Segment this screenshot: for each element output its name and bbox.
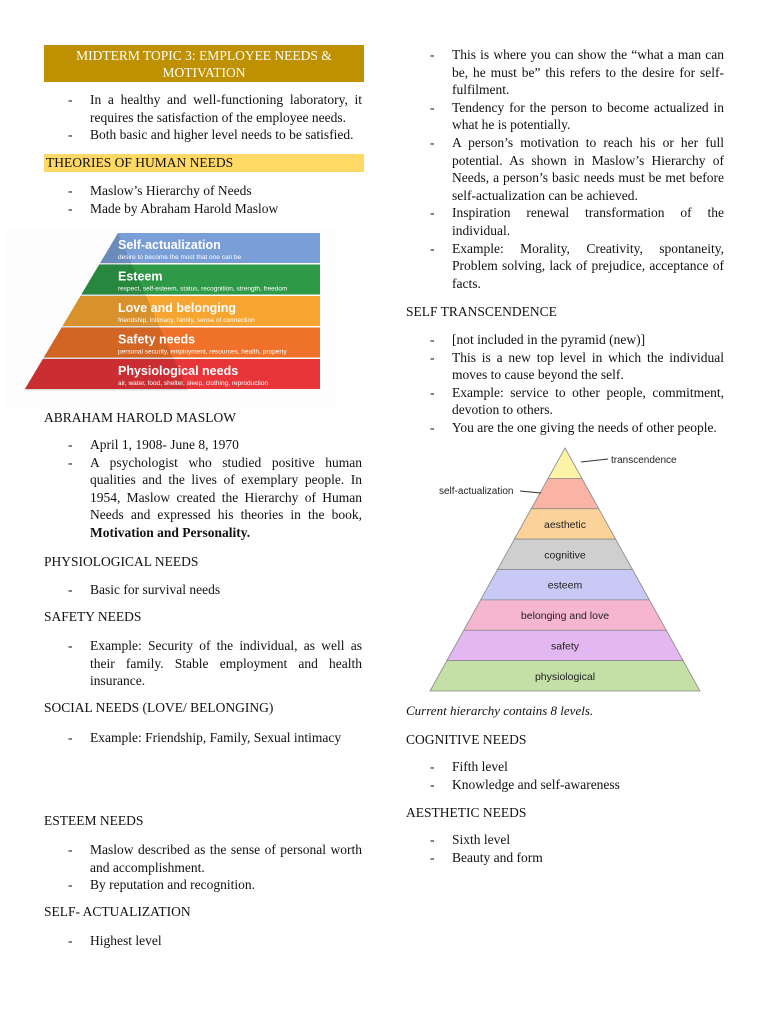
title-banner	[44, 45, 364, 82]
pyramid-level-label: belonging and love	[520, 610, 610, 623]
pyramid-level-title: Love and belonging	[118, 301, 237, 315]
aesthetic-list	[406, 831, 724, 866]
self-actualization-list	[44, 932, 362, 950]
maslow-pyramid-image	[6, 228, 336, 408]
list-item: - Sixth level	[406, 831, 724, 849]
section-heading-safety: SAFETY NEEDS	[44, 609, 142, 624]
pyramid-level-label: cognitive	[544, 549, 586, 562]
list-item: - This is a new top level in which the individual moves to cause beyond the self.	[406, 349, 724, 384]
pyramid-level-desc: desire to become the most that one can be	[118, 254, 242, 261]
intro-list	[44, 91, 362, 144]
pyramid-level-label: physiological	[534, 670, 596, 683]
pyramid-level-label: safety	[550, 640, 580, 653]
pyramid-level-title: Safety needs	[118, 332, 196, 347]
list-item: - Example: Morality, Creativity, spontaneity, Problem solving, lack of prejudice, acceptance of facts.	[406, 240, 724, 293]
pyramid-level-label: aesthetic	[543, 518, 587, 531]
list-item: - A person’s motivation to reach his or her full potential. As shown in Maslow’s Hierarchy of Needs, a person’s basic needs must be met before self-actualization can be achieved.	[406, 134, 724, 204]
pyramid-level-title: Self-actualization	[118, 238, 221, 252]
section-heading-cognitive: COGNITIVE NEEDS	[406, 732, 527, 747]
pyramid-level	[548, 448, 582, 478]
transcendence-list	[406, 331, 724, 437]
pyramid-level-desc: personal security, employment, resources, health, property	[118, 348, 287, 356]
list-item: - This is where you can show the “what a man can be, he must be” this refers to the desire for self-fulfilment.	[406, 46, 724, 99]
list-item: - Example: Security of the individual, as well as their family. Stable employment and health insurance.	[44, 637, 362, 690]
section-heading-transcendence: SELF TRANSCENDENCE	[406, 304, 557, 319]
list-item: - You are the one giving the needs of other people.	[406, 419, 724, 437]
pyramid-level-label: esteem	[547, 579, 583, 592]
pyramid-level-title: Physiological needs	[118, 364, 239, 378]
list-item: - April 1, 1908- June 8, 1970	[44, 436, 362, 454]
theories-list	[44, 182, 362, 217]
pyramid-level-title: Esteem	[118, 269, 163, 284]
callout-line-transcendence	[581, 459, 608, 462]
callout-line-self-actualization	[520, 491, 541, 493]
pyramid-level-desc: air, water, food, shelter, sleep, clothing, reproduction	[118, 380, 268, 387]
list-item: - In a healthy and well-functioning laboratory, it requires the satisfaction of the employee needs.	[44, 91, 362, 126]
maslow-list	[44, 436, 362, 542]
self-actualization-details-list	[406, 46, 724, 292]
section-heading-theories: THEORIES OF HUMAN NEEDS	[44, 154, 364, 172]
book-title: Motivation and Personality.	[90, 524, 251, 540]
pyramid-level	[531, 478, 599, 508]
esteem-list	[44, 841, 362, 894]
list-item: - Basic for survival needs	[44, 581, 362, 599]
section-heading-maslow: ABRAHAM HAROLD MASLOW	[44, 410, 237, 425]
list-item: - Fifth level	[406, 758, 724, 776]
list-item: - Maslow’s Hierarchy of Needs	[44, 182, 362, 200]
cognitive-list	[406, 758, 724, 793]
list-item: - Maslow described as the sense of personal worth and accomplishment.	[44, 841, 362, 876]
safety-list	[44, 637, 362, 690]
physiological-list	[44, 581, 362, 599]
list-item: - Inspiration renewal transformation of the individual.	[406, 204, 724, 239]
callout-transcendence: transcendence	[611, 455, 677, 466]
maslow-description: A psychologist who studied positive human qualities and the lives of exemplary people. In 1954, Maslow created the Hierarchy of Human Needs and expressed his theories in the book,	[90, 454, 362, 523]
pyramid-level-desc: friendship, intimacy, family, sense of connection	[118, 317, 255, 324]
maslow-pyramid-svg	[6, 228, 336, 408]
list-item: - Both basic and higher level needs to be satisfied.	[44, 126, 362, 144]
list-item: - Beauty and form	[406, 849, 724, 867]
list-item: - Made by Abraham Harold Maslow	[44, 200, 362, 218]
list-item: - By reputation and recognition.	[44, 876, 362, 894]
section-heading-social: SOCIAL NEEDS (LOVE/ BELONGING)	[44, 700, 274, 715]
title-line-1: MIDTERM TOPIC 3: EMPLOYEE NEEDS &	[76, 48, 332, 63]
title-line-2: MOTIVATION	[162, 65, 246, 80]
list-item: - Tendency for the person to become actualized in what he is potentially.	[406, 99, 724, 134]
list-item: - Knowledge and self-awareness	[406, 776, 724, 794]
eight-level-pyramid-svg	[400, 444, 730, 694]
list-item	[44, 454, 362, 542]
list-item: - [not included in the pyramid (new)]	[406, 331, 724, 349]
callout-self-actualization: self-actualization	[439, 486, 514, 497]
section-heading-physiological: PHYSIOLOGICAL NEEDS	[44, 554, 199, 569]
eight-level-pyramid	[400, 444, 730, 694]
pyramid-caption: Current hierarchy contains 8 levels.	[406, 703, 594, 718]
list-item: - Example: service to other people, commitment, devotion to others.	[406, 384, 724, 419]
social-list	[44, 729, 362, 747]
section-heading-aesthetic: AESTHETIC NEEDS	[406, 805, 527, 820]
list-item: - Example: Friendship, Family, Sexual intimacy	[44, 729, 362, 747]
section-heading-esteem: ESTEEM NEEDS	[44, 813, 144, 828]
section-heading-self-actualization: SELF- ACTUALIZATION	[44, 904, 191, 919]
list-item: - Highest level	[44, 932, 362, 950]
pyramid-level-desc: respect, self-esteem, status, recognition, strength, freedom	[118, 285, 288, 293]
